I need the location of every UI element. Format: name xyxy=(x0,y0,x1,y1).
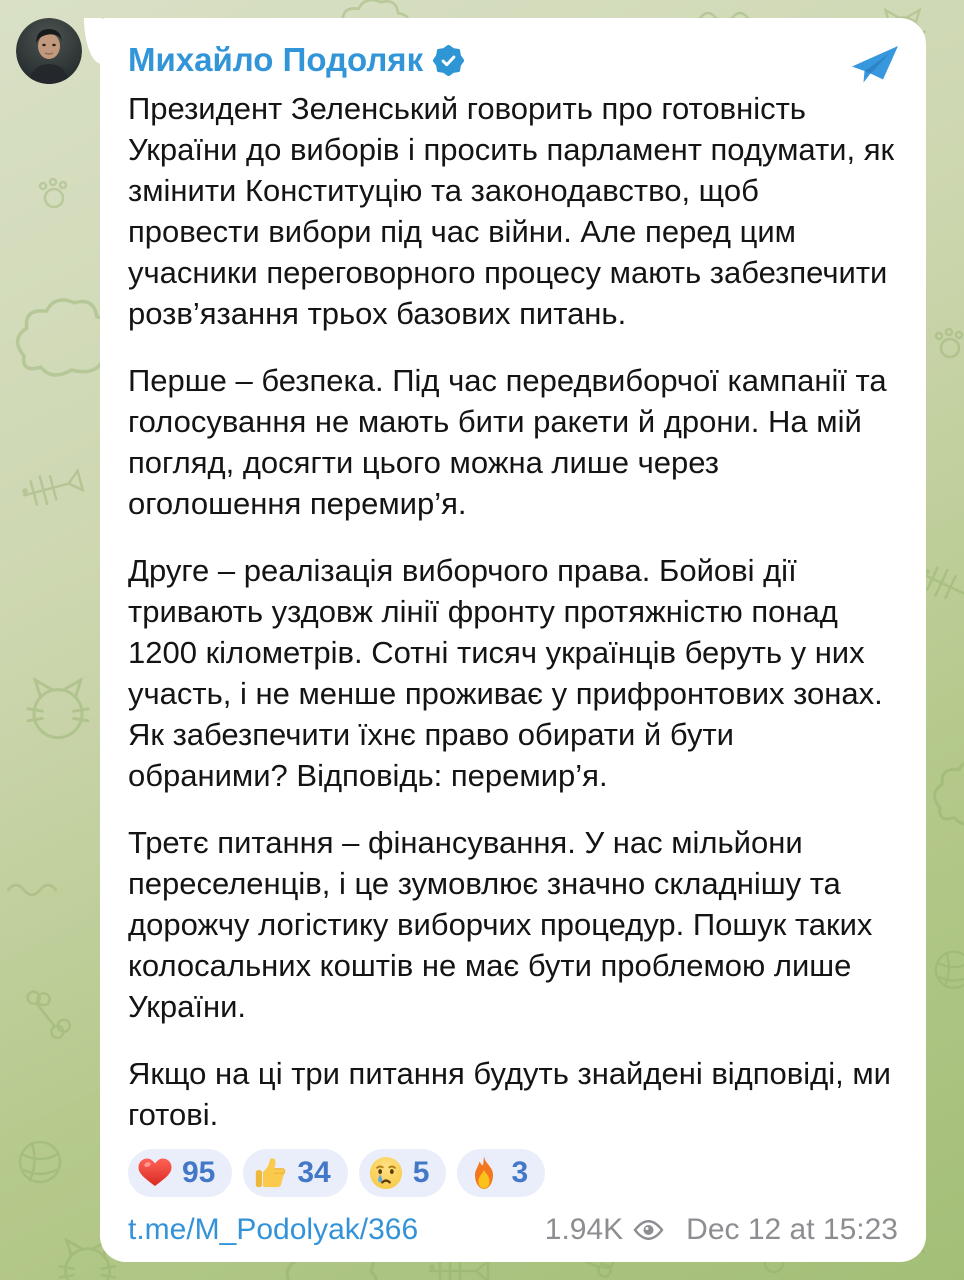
reactions-row xyxy=(128,1149,898,1197)
post-link[interactable]: t.me/M_Podolyak/366 xyxy=(128,1213,419,1246)
reaction-fire[interactable] xyxy=(457,1149,545,1197)
reaction-heart[interactable] xyxy=(128,1149,232,1197)
channel-name[interactable]: Михайло Подоляк xyxy=(128,41,424,78)
post-meta xyxy=(545,1213,898,1247)
telegram-plane-icon[interactable] xyxy=(850,44,900,84)
view-count: 1.94K xyxy=(544,1213,624,1246)
views-eye-icon xyxy=(633,1218,664,1242)
crying-face-emoji-icon xyxy=(368,1155,404,1191)
post-date: Dec 12 at 15:23 xyxy=(686,1213,898,1246)
reaction-count: 34 xyxy=(297,1156,331,1189)
paragraph: Третє питання – фінансування. У нас мільйони переселенців, і це зумовлює значно складнішу та дорожчу логістику виборчих процедур. Пошук таких колосальних коштів не має бути проблемою лише України. xyxy=(128,825,873,1024)
message-footer xyxy=(128,1210,898,1250)
reaction-count: 3 xyxy=(511,1156,529,1189)
heart-emoji-icon xyxy=(137,1155,173,1191)
verified-badge-icon xyxy=(433,45,464,76)
paragraph: Друге – реалізація виборчого права. Бойові дії тривають уздовж лінії фронту протяжністю понад 1200 кілометрів. Сотні тисяч українців беруть у них участь, і не менше проживає у прифронтових зонах. Як забезпечити їхнє право обирати й бути обраними? Відповідь: перемир’я. xyxy=(128,553,883,793)
message-bubble xyxy=(100,18,926,1262)
fire-emoji-icon xyxy=(466,1155,502,1191)
reaction-count: 5 xyxy=(412,1156,430,1189)
paragraph: Перше – безпека. Під час передвиборчої кампанії та голосування не мають бити ракети й дрони. На мій погляд, досягти цього можна лише через оголошення перемир’я. xyxy=(128,363,887,521)
reaction-crying[interactable] xyxy=(359,1149,447,1197)
message-header xyxy=(128,40,898,80)
paragraph: Якщо на ці три питання будуть знайдені відповіді, ми готові. xyxy=(128,1056,891,1132)
message-text xyxy=(128,88,898,1135)
avatar[interactable] xyxy=(16,18,82,84)
reaction-thumbs-up[interactable] xyxy=(243,1149,347,1197)
thumbs-up-emoji-icon xyxy=(252,1155,288,1191)
paragraph: Президент Зеленський говорить про готовність України до виборів і просить парламент подумати, як змінити Конституцію та законодавство, щоб провести вибори під час війни. Але перед цим учасники переговорного процесу мають забезпечити розв’язання трьох базових питань. xyxy=(128,91,895,331)
reaction-count: 95 xyxy=(182,1156,216,1189)
